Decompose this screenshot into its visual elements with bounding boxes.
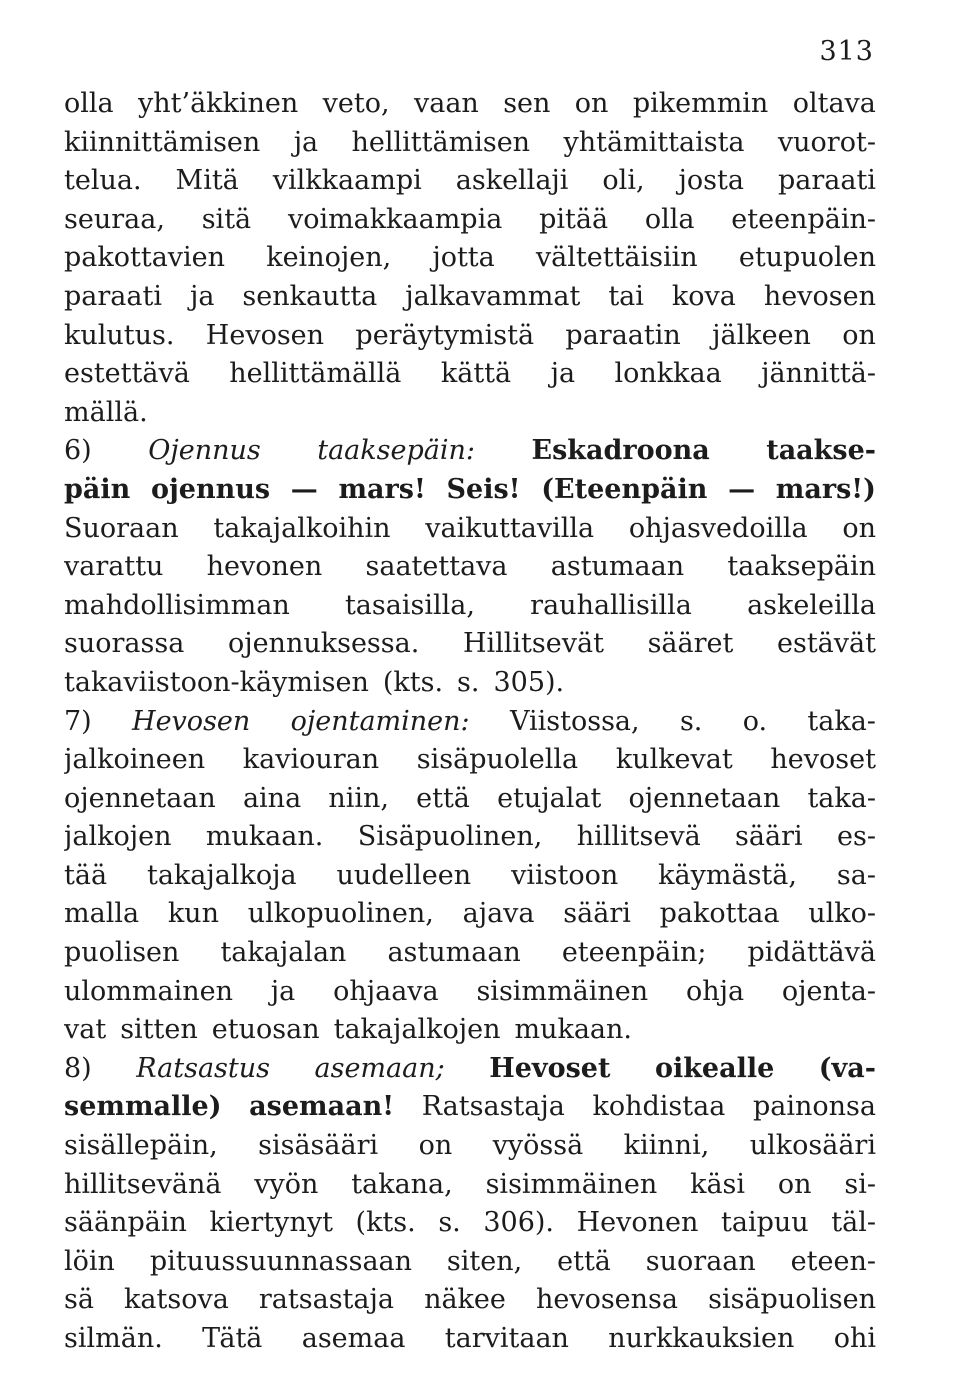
word: mällä. <box>64 396 148 428</box>
word: estettävä <box>64 358 190 390</box>
word: pitää <box>539 203 609 235</box>
word: että <box>416 782 470 814</box>
text-line <box>64 548 876 587</box>
word: voimakkaampia <box>287 203 503 235</box>
word: lonkkaa <box>614 358 722 390</box>
word: on <box>842 512 876 544</box>
word: takajalkojen <box>333 1014 501 1046</box>
word: on <box>842 319 876 351</box>
word: taakse- <box>766 435 876 467</box>
word: (kts. <box>355 1207 416 1239</box>
word: eteen- <box>790 1245 876 1277</box>
word: pikemmin <box>632 88 769 119</box>
word: pituussuunnassaan <box>149 1245 413 1277</box>
text-line <box>64 85 876 124</box>
word: kova <box>671 280 736 312</box>
word: hevoset <box>770 744 876 776</box>
word: olla <box>64 88 114 119</box>
word: pakottavien <box>64 242 226 274</box>
text-line <box>64 471 876 510</box>
word: vältettäisiin <box>535 242 698 274</box>
text-line <box>64 1204 876 1243</box>
word: seuraa, <box>64 203 165 235</box>
text-line <box>64 162 876 201</box>
word: niin, <box>328 782 389 814</box>
word: telua. <box>64 165 142 197</box>
word: sääri <box>735 821 803 853</box>
word: ulommainen <box>64 975 233 1007</box>
word: ojenta- <box>781 975 876 1007</box>
word: ojennetaan <box>64 782 216 814</box>
text-line <box>64 625 876 664</box>
word: painonsa <box>752 1091 876 1123</box>
word: päin <box>64 473 131 505</box>
word: sisäsääri <box>258 1130 379 1162</box>
word: Sisäpuolinen, <box>357 821 543 853</box>
word: vyön <box>254 1168 319 1200</box>
word: s. <box>438 1207 461 1239</box>
word: mukaan. <box>205 821 324 853</box>
word: 306). <box>483 1207 555 1239</box>
word: siten, <box>446 1245 523 1277</box>
word: o. <box>742 705 768 737</box>
word: kulutus. <box>64 319 175 351</box>
word: takana, <box>351 1168 453 1200</box>
word: astumaan <box>387 937 521 969</box>
word: takajalkoihin <box>213 512 391 544</box>
word: sääri <box>563 898 631 930</box>
word: uudelleen <box>336 859 472 891</box>
word: ulkopuolinen, <box>247 898 434 930</box>
word: ja <box>189 280 215 312</box>
word: mars! <box>338 473 426 505</box>
word: säänpäin <box>64 1207 187 1239</box>
word: keinojen, <box>266 242 392 274</box>
word: jännittä- <box>761 358 876 390</box>
word: es- <box>836 821 876 853</box>
word: Hevosen <box>205 319 325 351</box>
word: peräytymistä <box>355 319 535 351</box>
word: sisäpuolella <box>416 744 579 776</box>
word: sitä <box>201 203 252 235</box>
word: suorassa <box>64 628 185 660</box>
word: tarvitaan <box>444 1323 569 1354</box>
word: täl- <box>831 1207 876 1239</box>
text-line <box>64 973 876 1012</box>
word: Ratsastus <box>136 1052 271 1084</box>
word: (va- <box>818 1052 876 1084</box>
word: pakottaa <box>659 898 780 930</box>
word: että <box>557 1245 611 1277</box>
text-line <box>64 355 876 394</box>
word: 6) <box>64 435 92 467</box>
word: tää <box>64 859 108 891</box>
word: silmän. <box>64 1323 163 1354</box>
word: hillitsevä <box>576 821 701 853</box>
text-line <box>64 587 876 626</box>
word: Hillitsevät <box>462 628 604 660</box>
word: taipuu <box>721 1207 809 1239</box>
word: veto, <box>322 88 390 119</box>
word: yhtämittaista <box>563 126 745 158</box>
word: varattu <box>64 551 164 583</box>
word: hillitsevänä <box>64 1168 222 1200</box>
word: — <box>290 473 318 505</box>
word: kiertynyt <box>209 1207 333 1239</box>
word: senkautta <box>242 280 378 312</box>
word: mahdollisimman <box>64 589 290 621</box>
word: hevonen <box>206 551 323 583</box>
text-line <box>64 317 876 356</box>
word: suoraan <box>645 1245 756 1277</box>
word: etuosan <box>211 1014 320 1046</box>
word: käsi <box>690 1168 746 1200</box>
word: vat <box>64 1014 107 1046</box>
text-line <box>64 934 876 973</box>
word: s. <box>679 705 703 737</box>
word: paraati <box>64 280 162 312</box>
word: Suoraan <box>64 512 179 544</box>
text-line <box>64 394 876 433</box>
word: ohjasvedoilla <box>628 512 808 544</box>
word: kun <box>167 898 219 930</box>
word: — <box>728 473 756 505</box>
text-line <box>64 895 876 934</box>
word: ohja <box>685 975 745 1007</box>
word: askellaji <box>455 165 569 197</box>
word: (kts. <box>382 666 444 698</box>
text-line <box>64 1166 876 1205</box>
word: rauhallisilla <box>530 589 692 621</box>
word: malla <box>64 898 140 930</box>
word: taaksepäin: <box>317 435 475 467</box>
word: paraatin <box>565 319 681 351</box>
word: kiinnittämisen <box>64 126 261 158</box>
word: sisäpuolisen <box>708 1284 876 1316</box>
word: sitten <box>120 1014 198 1046</box>
word: Seis! <box>446 473 521 505</box>
word: sisällepäin, <box>64 1130 218 1162</box>
word: ajava <box>462 898 535 930</box>
word: oikealle <box>654 1052 775 1084</box>
word: nurkkauksien <box>608 1323 795 1354</box>
word: kulkevat <box>615 744 733 776</box>
word: oli, <box>602 165 645 197</box>
word: aina <box>242 782 302 814</box>
word: pidättävä <box>747 937 876 969</box>
word: Mitä <box>175 165 239 197</box>
text-line <box>64 1011 876 1050</box>
word: Hevonen <box>576 1207 699 1239</box>
text-line <box>64 239 876 278</box>
word: vaan <box>413 88 479 119</box>
word: asemaa <box>301 1323 406 1354</box>
text-line <box>64 1281 876 1320</box>
word: takajalan <box>220 937 347 969</box>
text-line <box>64 510 876 549</box>
text-line <box>64 1243 876 1282</box>
word: Ojennus <box>148 435 261 467</box>
word: ja <box>550 358 576 390</box>
text-line <box>64 741 876 780</box>
text-line <box>64 1127 876 1166</box>
text-line <box>64 124 876 163</box>
word: ulko- <box>808 898 876 930</box>
word: katsova <box>124 1284 229 1316</box>
word: asemaan! <box>249 1091 395 1123</box>
word: ohjaava <box>333 975 439 1007</box>
word: si- <box>844 1168 876 1200</box>
word: Eskadroona <box>531 435 710 467</box>
word: josta <box>678 165 744 197</box>
word: (Eteenpäin <box>541 473 708 505</box>
word: 7) <box>64 705 92 737</box>
word: ohi <box>833 1323 876 1354</box>
word: sä <box>64 1284 94 1316</box>
word: askeleilla <box>747 589 876 621</box>
word: hevosensa <box>535 1284 679 1316</box>
word: yht’äkkinen <box>138 88 299 119</box>
text-line <box>64 703 876 742</box>
word: on <box>418 1130 453 1162</box>
word: vyössä <box>492 1130 584 1162</box>
word: sen <box>503 88 551 119</box>
word: kiinni, <box>623 1130 710 1162</box>
text-line <box>64 1320 876 1359</box>
word: 8) <box>64 1052 92 1084</box>
word: Hevoset <box>489 1052 611 1084</box>
word: astumaan <box>550 551 685 583</box>
word: kättä <box>440 358 512 390</box>
word: sisimmäinen <box>485 1168 658 1200</box>
text-line <box>64 201 876 240</box>
page-number: 313 <box>819 36 874 67</box>
word: kohdistaa <box>592 1091 726 1123</box>
word: näkee <box>424 1284 506 1316</box>
text-line <box>64 664 876 703</box>
word: ja <box>293 126 319 158</box>
word: löin <box>64 1245 115 1277</box>
text-line <box>64 1088 876 1127</box>
word: hevosen <box>763 280 876 312</box>
word: oltava <box>792 88 876 119</box>
word: ulkosääri <box>749 1130 876 1162</box>
word: vaikuttavilla <box>425 512 595 544</box>
word: etujalat <box>497 782 602 814</box>
word: hellittämisen <box>351 126 531 158</box>
word: sääret <box>647 628 734 660</box>
word: takaviistoon-käymisen <box>64 666 369 698</box>
word: sa- <box>836 859 876 891</box>
word: paraati <box>777 165 876 197</box>
word: etupuolen <box>738 242 876 274</box>
text-line <box>64 857 876 896</box>
word: taka- <box>807 705 876 737</box>
text-line <box>64 432 876 471</box>
word: kaviouran <box>242 744 380 776</box>
text-line <box>64 780 876 819</box>
word: mukaan. <box>514 1014 632 1046</box>
word: hellittämällä <box>229 358 402 390</box>
word: on <box>574 88 609 119</box>
word: ojennuksessa. <box>227 628 420 660</box>
word: saatettava <box>365 551 508 583</box>
word: s. <box>457 666 480 698</box>
word: takajalkoja <box>146 859 297 891</box>
word: sisimmäinen <box>476 975 649 1007</box>
word: jalkojen <box>64 821 172 853</box>
word: ojentaminen: <box>290 705 470 737</box>
word: ojennetaan <box>628 782 781 814</box>
word: ojennus <box>150 473 271 505</box>
word: puolisen <box>64 937 180 969</box>
word: ja <box>270 975 296 1007</box>
word: asemaan; <box>314 1052 445 1084</box>
text-line <box>64 818 876 857</box>
word: eteenpäin- <box>731 203 876 235</box>
word: jalkoineen <box>64 744 206 776</box>
word: olla <box>644 203 695 235</box>
word: taka- <box>807 782 876 814</box>
word: käymästä, <box>658 859 797 891</box>
word: jalkavammat <box>405 280 581 312</box>
word: ratsastaja <box>258 1284 394 1316</box>
word: on <box>777 1168 812 1200</box>
word: Tätä <box>202 1323 263 1354</box>
word: mars!) <box>775 473 876 505</box>
word: Viistossa, <box>509 705 640 737</box>
text-line <box>64 1050 876 1089</box>
word: jotta <box>432 242 495 274</box>
word: tasaisilla, <box>344 589 475 621</box>
word: Hevosen <box>132 705 251 737</box>
word: estävät <box>776 628 876 660</box>
word: 305). <box>493 666 565 698</box>
word: Ratsastaja <box>421 1091 565 1123</box>
word: viistoon <box>511 859 619 891</box>
word: jälkeen <box>712 319 811 351</box>
word: vuorot- <box>777 126 876 158</box>
word: taaksepäin <box>727 551 876 583</box>
word: tai <box>608 280 644 312</box>
word: vilkkaampi <box>272 165 422 197</box>
word: eteenpäin; <box>561 937 707 969</box>
text-line <box>64 278 876 317</box>
body-text <box>64 85 876 1359</box>
word: semmalle) <box>64 1091 222 1123</box>
